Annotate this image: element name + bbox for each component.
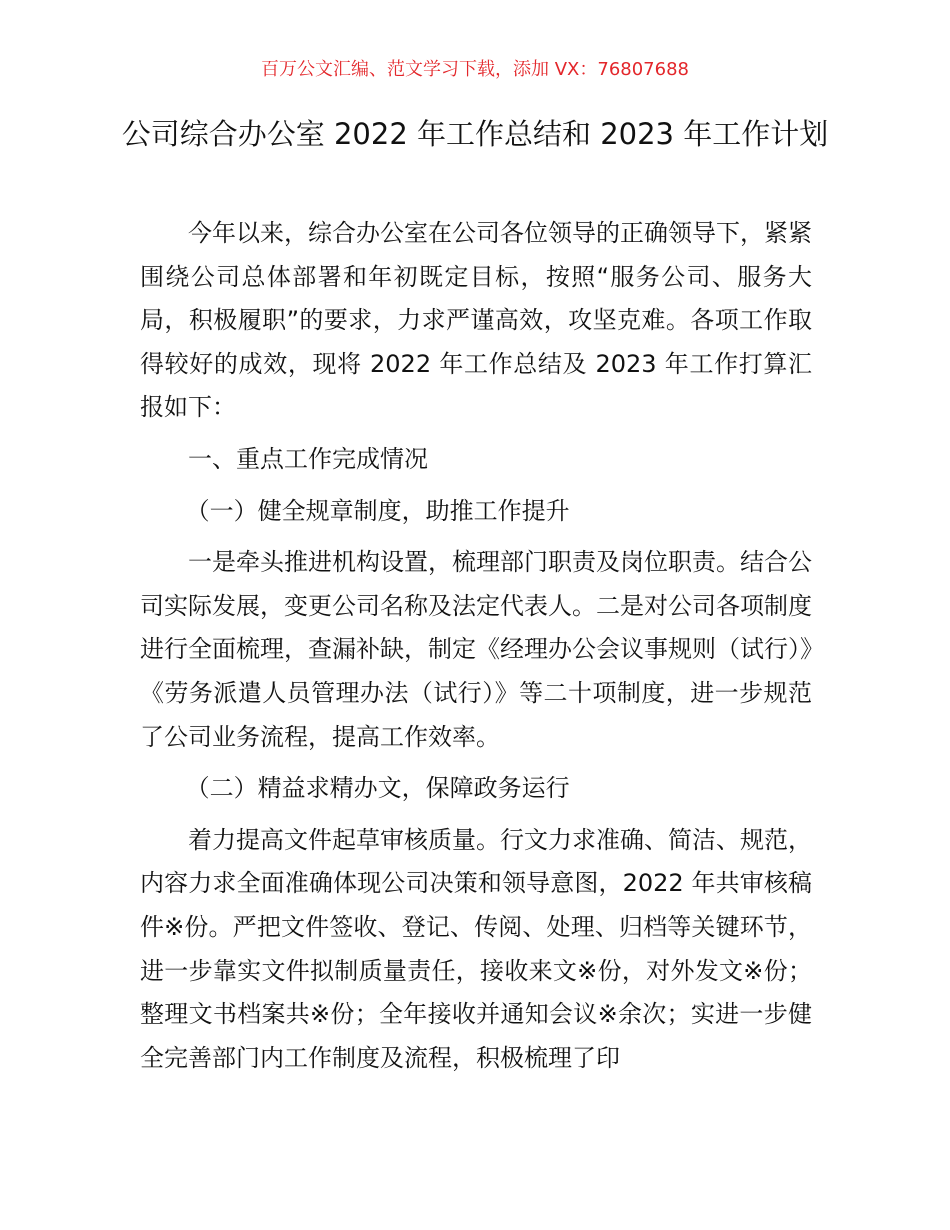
subsection-heading-1: （一）健全规章制度，助推工作提升 bbox=[185, 496, 570, 525]
body-paragraph-1: 一是牵头推进机构设置，梳理部门职责及岗位职责。结合公司实际发展，变更公司名称及法定代表人。二是对公司各项制度进行全面梳理，查漏补缺，制定《经理办公会议事规则（试行）》《劳务派遣人员管理办法（试行）》等二十项制度，进一步规范了公司业务流程，提高工作效率。 bbox=[140, 548, 812, 751]
section-heading-1: 一、重点工作完成情况 bbox=[188, 444, 428, 473]
promo-header: 百万公文汇编、范文学习下载，添加 VX：76807688 bbox=[261, 59, 689, 80]
document-body bbox=[140, 212, 812, 1080]
intro-paragraph: 今年以来，综合办公室在公司各位领导的正确领导下，紧紧围绕公司总体部署和年初既定目标，按照“服务公司、服务大局，积极履职”的要求，力求严谨高效，攻坚克难。各项工作取得较好的成效，现将 2022 年工作总结及 2023 年工作打算汇报如下： bbox=[140, 219, 812, 422]
document-title: 公司综合办公室 2022 年工作总结和 2023 年工作计划 bbox=[121, 117, 829, 151]
body-paragraph-2: 着力提高文件起草审核质量。行文力求准确、简洁、规范，内容力求全面准确体现公司决策和领导意图，2022 年共审核稿件※份。严把文件签收、登记、传阅、处理、归档等关键环节，进一步靠实文件拟制质量责任，接收来文※份，对外发文※份；整理文书档案共※份；全年接收并通知会议※余次；实进一步健全完善部门内工作制度及流程，积极梳理了印 bbox=[140, 825, 812, 1072]
subsection-heading-2: （二）精益求精办文，保障政务运行 bbox=[185, 774, 570, 803]
